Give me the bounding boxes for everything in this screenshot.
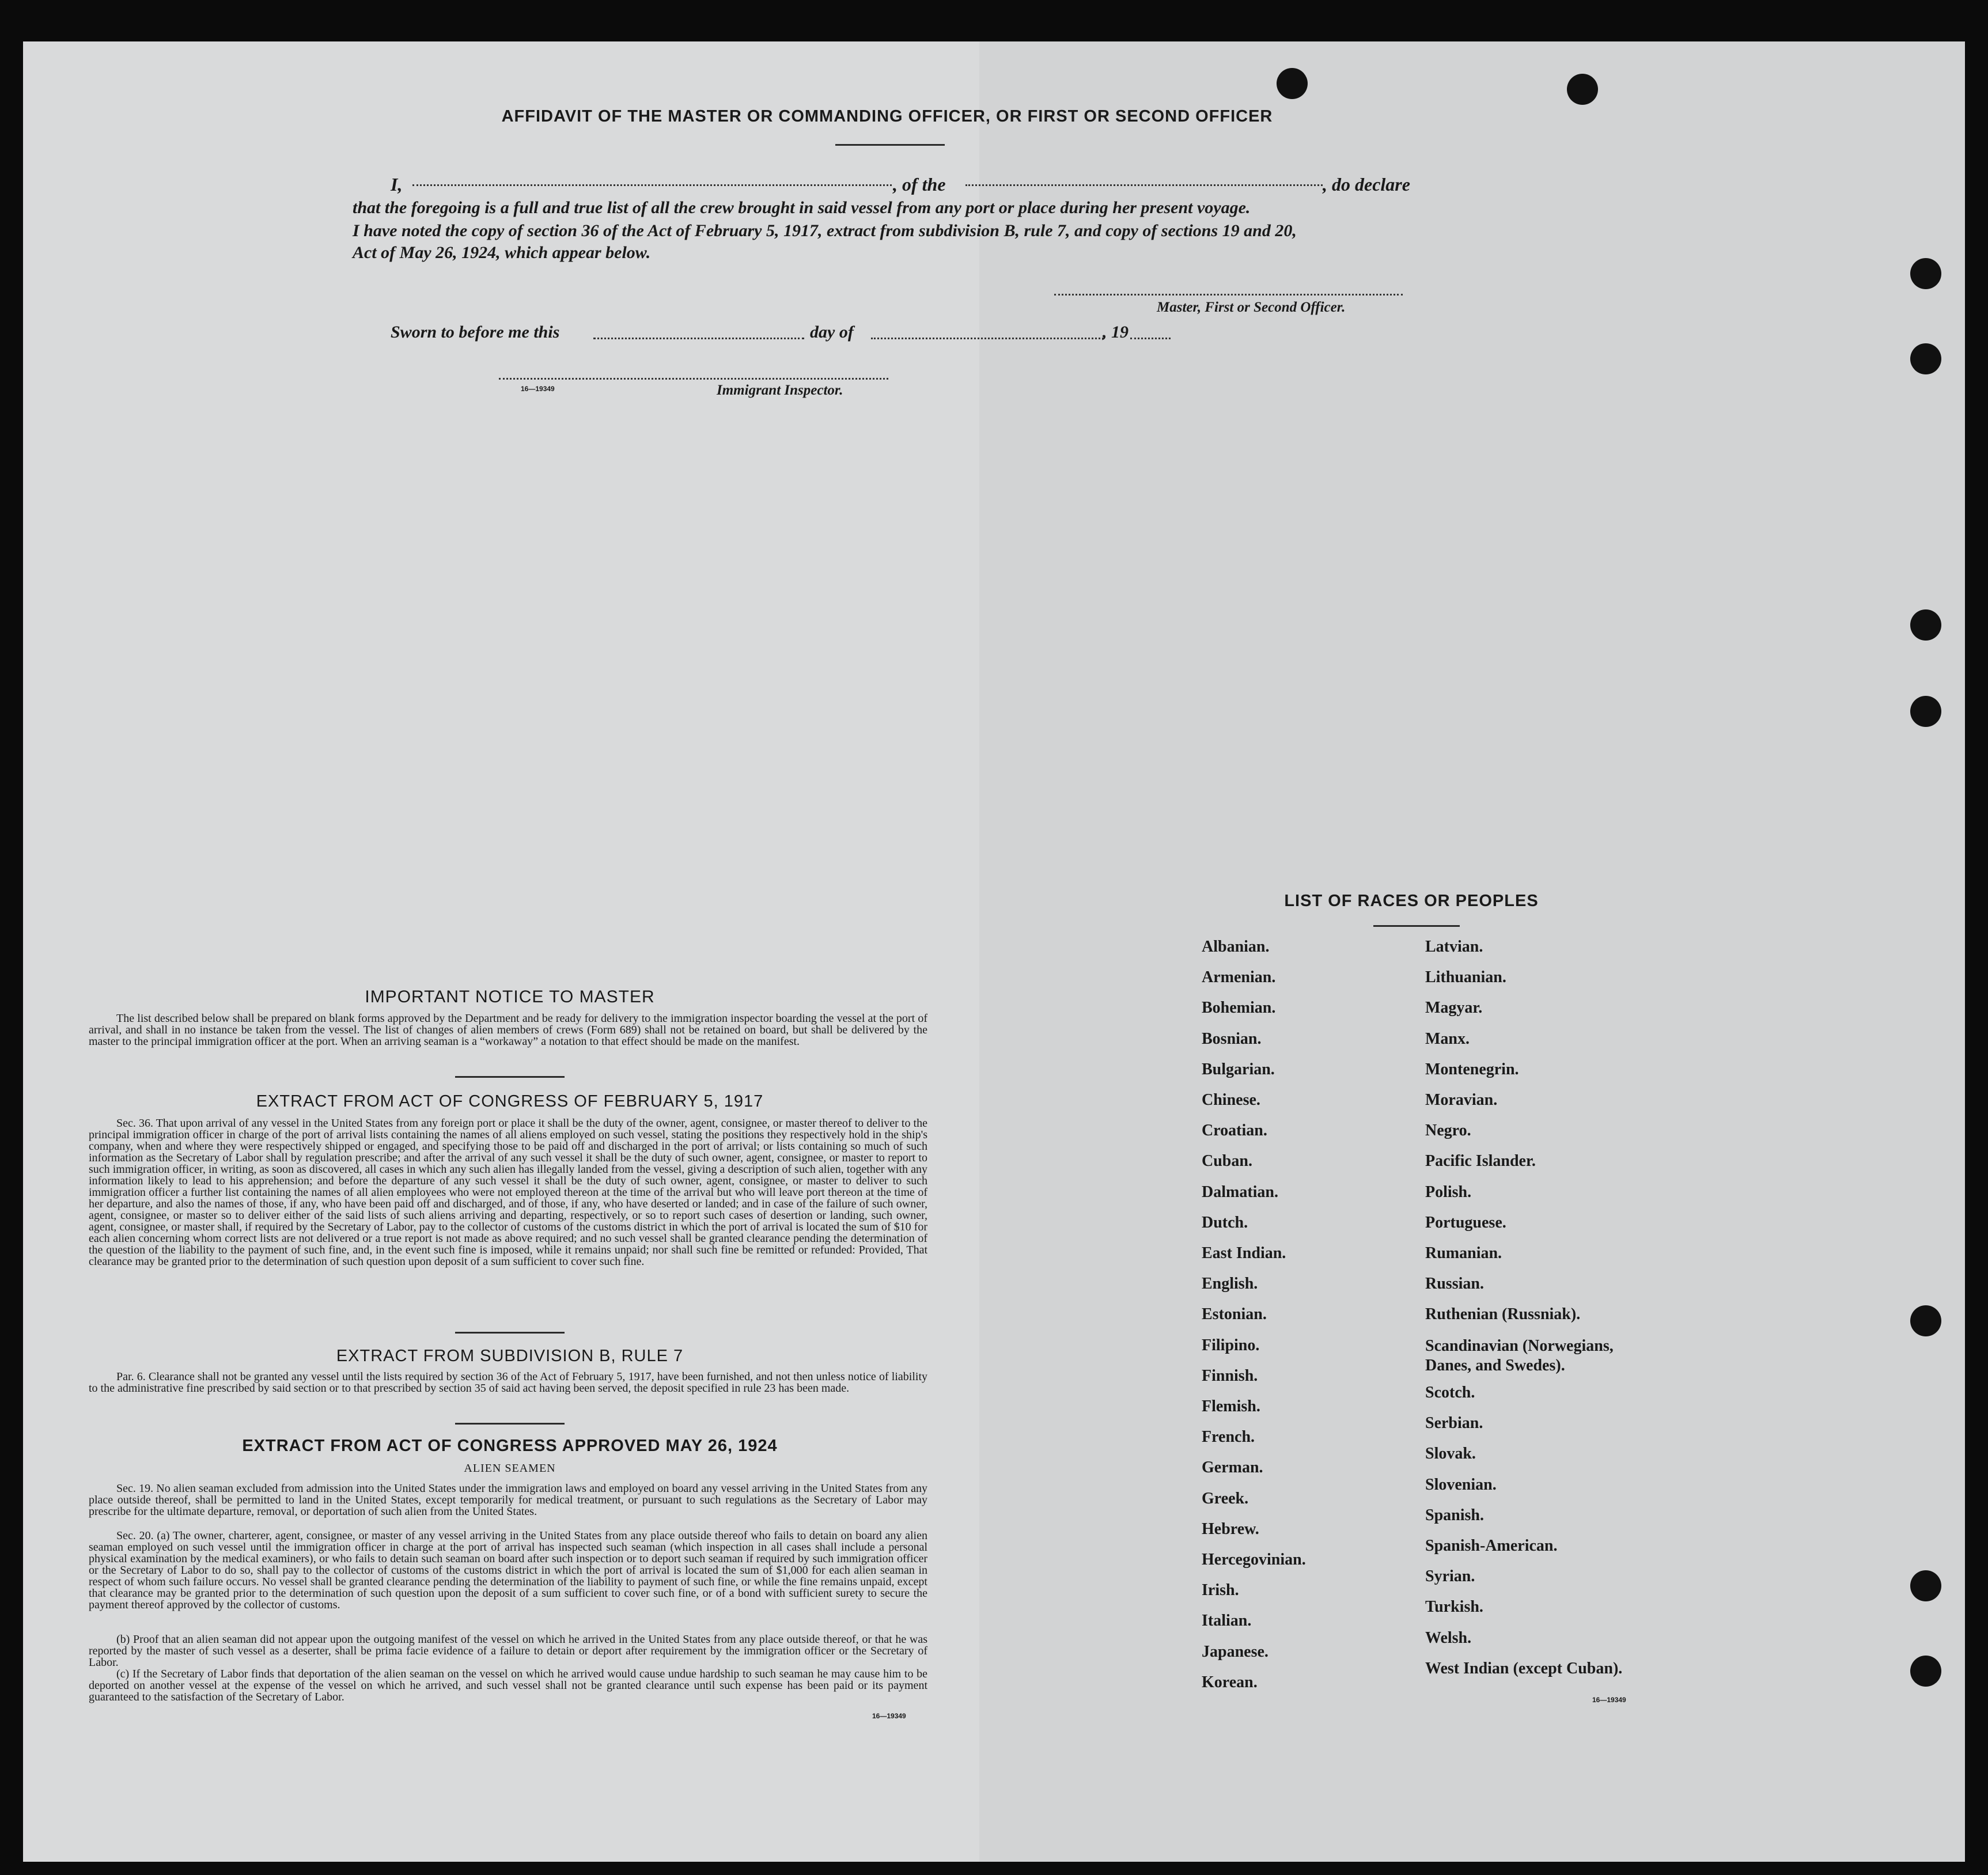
punch-hole-icon — [1910, 258, 1941, 289]
race-item: West Indian (except Cuban). — [1425, 1659, 1623, 1677]
race-item: Croatian. — [1202, 1122, 1267, 1140]
inspector-label: Immigrant Inspector. — [717, 382, 843, 398]
race-item: Turkish. — [1425, 1598, 1483, 1616]
master-label: Master, First or Second Officer. — [1157, 300, 1346, 315]
race-item: Korean. — [1202, 1673, 1258, 1691]
sec-20c-body: (c) If the Secretary of Labor finds that deportation of the alien seaman on the vessel on which he arrived would cause undue hardship to such seaman he may cause him to be deported on another vessel at the expense of the vessel on which he arrived, and such vessel shall not be granted clearance until such expense has been paid or its payment guaranteed to the satisfaction of the Secretary of Labor. — [89, 1668, 927, 1703]
punch-hole-icon — [1910, 696, 1941, 727]
divider — [1373, 925, 1460, 927]
punch-hole-icon — [1910, 609, 1941, 641]
race-item: Bosnian. — [1202, 1029, 1262, 1048]
race-item: Montenegrin. — [1425, 1060, 1519, 1078]
sworn-year-field[interactable] — [1130, 338, 1171, 339]
race-item: Greek. — [1202, 1489, 1249, 1507]
affidavit-line3: I have noted the copy of section 36 of the Act of February 5, 1917, extract from subdivision B, rule 7, and copy of sections 19 and 20, — [353, 221, 1297, 240]
race-item: Finnish. — [1202, 1366, 1258, 1385]
subdivision-b-body: Par. 6. Clearance shall not be granted any vessel until the lists required by section 36 of the Act of February 5, 1917, have been furnished, and not then unless notice of liability to the administrative fine prescribed by said section or to that prescribed by section 35 of said act having been served, the deposit specified in rule 23 has been made. — [89, 1370, 927, 1395]
extract-1917-body: Sec. 36. That upon arrival of any vessel in the United States from any foreign port or place it shall be the duty of the owner, agent, consignee, or master thereof to deliver to the principal immigration officer in charge of the port of arrival lists containing the names of all aliens employed on such vessel, stating the positions they respectively hold in the ship's company, when and where they were respectively shipped or engaged, and specifying those to be paid off and discharged in the port of arrival; or lists containing so much of such information as the Secretary of Labor shall by regulation prescribe; and after the arrival of any such vessel it shall be the duty of such owner, agent, consignee, or master to report to such immigration officer, in writing, as soon as discovered, all cases in which any such alien has illegally landed from the vessel, giving a description of such alien, together with any information likely to lead to his apprehension; and before the departure of any such vessel it shall be the duty of such owner, agent, consignee, or master to deliver to such immigration officer a further list containing the names of all alien employees who were not employed thereon at the time of the arrival but who will leave port thereon at the time of her departure, and also the names of those, if any, who have been paid off and discharged, and of those, if any, who have deserted or landed; and in case of the failure of such owner, agent, consignee, or master so to deliver either of the said lists of such aliens arriving and departing, respectively, or so to report such cases of desertion or landing, such owner, agent, consignee, or master shall, if required by the Secretary of Labor, pay to the collector of customs of the customs district in which the port of arrival is located the sum of $10 for each alien concerning whom correct lists are not delivered or a true report is not made as above required; and no such vessel shall be granted clearance pending the determination of the question of the liability to the payment of such fine, and, in the event such fine is imposed, while it remains unpaid; nor shall such fine be remitted or refunded: Provided, That clearance may be granted prior to the determination of such question upon deposit of a sum sufficient to cover such fine. — [89, 1117, 927, 1268]
race-item: Syrian. — [1425, 1567, 1475, 1586]
master-signature-field[interactable] — [1054, 294, 1403, 296]
race-item: English. — [1202, 1275, 1258, 1293]
form-code: 16—19349 — [521, 385, 555, 393]
race-item: Manx. — [1425, 1029, 1470, 1048]
race-item: Dalmatian. — [1202, 1183, 1278, 1201]
affidavit-line4: Act of May 26, 1924, which appear below. — [353, 243, 651, 262]
race-item: Chinese. — [1202, 1091, 1260, 1109]
race-item: Portuguese. — [1425, 1213, 1506, 1232]
race-item: Russian. — [1425, 1275, 1484, 1293]
notice-title: IMPORTANT NOTICE TO MASTER — [365, 987, 655, 1006]
divider — [455, 1332, 565, 1334]
sworn-day-field[interactable] — [593, 338, 804, 339]
race-item: Welsh. — [1425, 1628, 1472, 1647]
name-field[interactable] — [412, 184, 892, 186]
affidavit-line2: that the foregoing is a full and true list of all the crew brought in said vessel from any port or place during her present voyage. — [353, 198, 1251, 217]
punch-hole-icon — [1910, 343, 1941, 374]
race-item: Italian. — [1202, 1612, 1252, 1630]
sworn-month-field[interactable] — [871, 338, 1104, 339]
race-item: East Indian. — [1202, 1244, 1286, 1262]
race-item: German. — [1202, 1459, 1263, 1477]
divider — [835, 144, 945, 146]
race-item: Filipino. — [1202, 1336, 1260, 1354]
punch-hole-icon — [1910, 1656, 1941, 1687]
race-item: Spanish. — [1425, 1506, 1484, 1524]
race-item: Albanian. — [1202, 938, 1270, 956]
punch-hole-icon — [1567, 74, 1598, 105]
extract-1917-title: EXTRACT FROM ACT OF CONGRESS OF FEBRUARY 5, 1917 — [256, 1092, 764, 1111]
race-item: Irish. — [1202, 1581, 1239, 1600]
affidavit-i: I, — [391, 174, 403, 195]
punch-hole-icon — [1277, 68, 1308, 99]
form-code: 16—19349 — [872, 1712, 906, 1720]
race-item: Latvian. — [1425, 938, 1483, 956]
inspector-signature-field[interactable] — [499, 378, 888, 380]
form-code: 16—19349 — [1592, 1696, 1626, 1704]
day-of-text: day of — [810, 323, 854, 342]
race-item: Dutch. — [1202, 1213, 1248, 1232]
race-item: Hebrew. — [1202, 1520, 1259, 1538]
year-text: , 19 — [1103, 323, 1129, 342]
race-item: Negro. — [1425, 1122, 1471, 1140]
race-item: Bohemian. — [1202, 999, 1276, 1017]
race-item: Bulgarian. — [1202, 1060, 1275, 1078]
divider — [455, 1076, 565, 1078]
race-item: Rumanian. — [1425, 1244, 1502, 1262]
punch-hole-icon — [1910, 1305, 1941, 1336]
affidavit-of-the: , of the — [893, 174, 946, 195]
divider — [455, 1423, 565, 1425]
vessel-field[interactable] — [965, 184, 1323, 186]
races-title: LIST OF RACES OR PEOPLES — [1284, 892, 1539, 910]
race-item: Estonian. — [1202, 1305, 1267, 1324]
race-item: Polish. — [1425, 1183, 1472, 1201]
race-item: Moravian. — [1425, 1091, 1498, 1109]
race-item: Japanese. — [1202, 1642, 1268, 1661]
race-item: Scandinavian (Norwegians, Danes, and Swedes). — [1425, 1336, 1614, 1374]
sec-20b-body: (b) Proof that an alien seaman did not appear upon the outgoing manifest of the vessel on which he arrived in the United States from any place outside thereof, or that he was reported by the master of such vessel as a deserter, shall be prima facie evidence of a failure to detain or deport after requirement by the immigration officer or the Secretary of Labor. — [89, 1633, 927, 1669]
race-item: French. — [1202, 1428, 1255, 1446]
race-item: Ruthenian (Russniak). — [1425, 1305, 1581, 1324]
affidavit-declare: , do declare — [1323, 174, 1410, 195]
sec-20a-body: Sec. 20. (a) The owner, charterer, agent, consignee, or master of any vessel arriving in the United States from any place outside thereof who fails to detain on board any alien seaman employed on such vessel until the immigration officer in charge at the port of arrival has inspected such seaman (which inspection in all cases shall include a personal physical examination by the medical examiners), or who fails to detain such seaman on board after such inspection or to deport such seaman if required by such immigration officer or the Secretary of Labor to do so, shall pay to the collector of customs of the customs district in which the port of arrival is located the sum of $1,000 for each alien seaman in respect of whom such failure occurs. No vessel shall be granted clearance pending the determination of the liability to payment of such fine, or while the fine remains unpaid, except that clearance may be granted prior to the determination of such question upon the deposit of a sum sufficient to cover such fine, or of a bond with sufficient surety to secure the payment thereof approved by the collector of customs. — [89, 1529, 927, 1611]
sec-19-body: Sec. 19. No alien seaman excluded from admission into the United States under the immigration laws and employed on board any vessel arriving in the United States from any place outside thereof, shall be permitted to land in the United States, except temporarily for medical treatment, or pursuant to such regulations as the Secretary of Labor may prescribe for the ultimate departure, removal, or deportation of such alien from the United States. — [89, 1482, 927, 1518]
race-item: Hercegovinian. — [1202, 1551, 1306, 1569]
race-item: Armenian. — [1202, 968, 1276, 987]
alien-seamen-subtitle: ALIEN SEAMEN — [464, 1462, 556, 1475]
race-item: Slovak. — [1425, 1445, 1476, 1463]
notice-body: The list described below shall be prepared on blank forms approved by the Department and be ready for delivery to the immigration inspector boarding the vessel at the port of arrival, and shall in no instance be taken from the vessel. The list of changes of alien members of crews (Form 689) shall not be retained on board, but shall be delivered by the master to the principal immigration officer at the port. When an arriving seaman is a “workaway” a notation to that effect should be made on the manifest. — [89, 1012, 927, 1048]
race-item: Serbian. — [1425, 1414, 1483, 1433]
sworn-text: Sworn to before me this — [391, 323, 560, 342]
race-item: Pacific Islander. — [1425, 1152, 1536, 1171]
subdivision-b-title: EXTRACT FROM SUBDIVISION B, RULE 7 — [336, 1347, 684, 1365]
extract-1924-title: EXTRACT FROM ACT OF CONGRESS APPROVED MAY 26, 1924 — [242, 1437, 778, 1455]
race-item: Flemish. — [1202, 1397, 1260, 1415]
race-item: Cuban. — [1202, 1152, 1252, 1171]
race-item: Slovenian. — [1425, 1475, 1497, 1494]
race-item: Scotch. — [1425, 1384, 1475, 1402]
punch-hole-icon — [1910, 1570, 1941, 1601]
race-item: Lithuanian. — [1425, 968, 1506, 987]
race-item: Magyar. — [1425, 999, 1483, 1017]
affidavit-title: AFFIDAVIT OF THE MASTER OR COMMANDING OFFICER, OR FIRST OR SECOND OFFICER — [501, 107, 1273, 126]
race-item: Spanish-American. — [1425, 1537, 1558, 1555]
